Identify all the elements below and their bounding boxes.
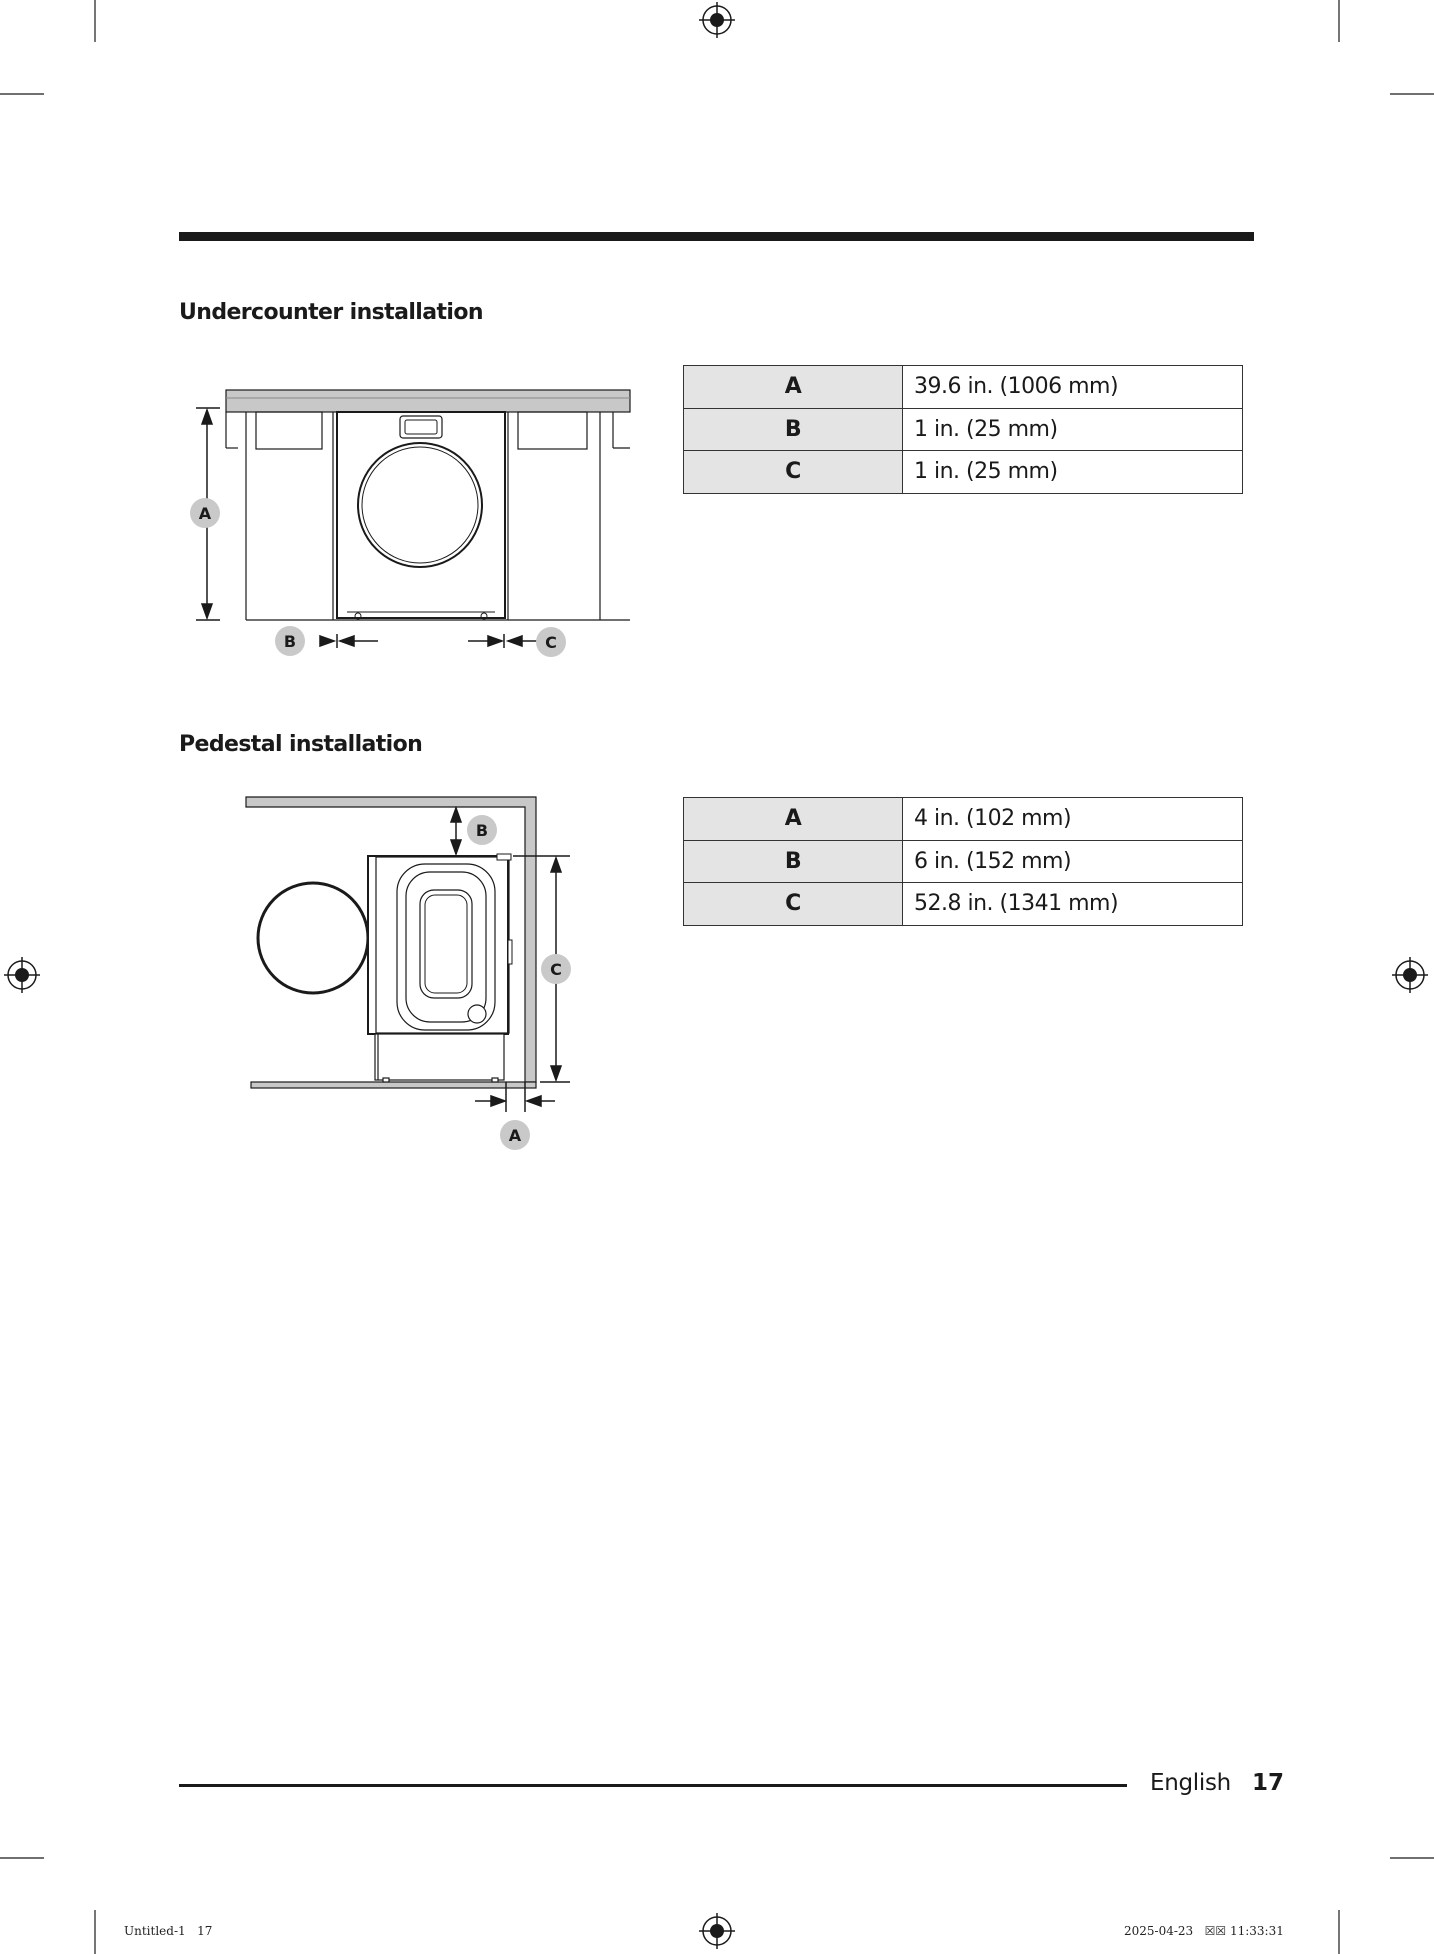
registration-mark-top	[697, 0, 737, 40]
section-top-rule	[179, 232, 1254, 241]
table-row	[684, 840, 1243, 883]
row-value: 1 in. (25 mm)	[903, 451, 1243, 494]
row-value: 39.6 in. (1006 mm)	[903, 366, 1243, 409]
row-value: 52.8 in. (1341 mm)	[903, 883, 1243, 926]
pedestal-heading: Pedestal installation	[179, 732, 423, 757]
registration-mark-left	[2, 955, 42, 995]
table-row	[684, 408, 1243, 451]
row-value: 1 in. (25 mm)	[903, 408, 1243, 451]
undercounter-clearance-table	[683, 365, 1243, 494]
callout-a: A	[198, 504, 212, 523]
footer-rule	[179, 1784, 1127, 1787]
table-row	[684, 366, 1243, 409]
dryer-side	[368, 854, 512, 1034]
undercounter-heading: Undercounter installation	[179, 300, 483, 325]
undercounter-diagram	[180, 380, 640, 670]
dimension-b	[320, 634, 378, 648]
dimension-b	[451, 808, 461, 854]
pedestal-clearance-table	[683, 797, 1243, 926]
dimension-c	[468, 634, 540, 648]
table-row	[684, 798, 1243, 841]
open-door	[258, 883, 368, 993]
table-row	[684, 451, 1243, 494]
dryer-front	[337, 412, 505, 619]
pedestal-diagram	[250, 790, 620, 1160]
print-slug-left: Untitled-1 17	[124, 1924, 213, 1938]
callout-c: C	[545, 633, 557, 652]
callout-b: B	[283, 632, 297, 651]
row-label: A	[684, 366, 903, 409]
row-label: C	[684, 451, 903, 494]
callout-c: C	[550, 960, 562, 979]
row-value: 6 in. (152 mm)	[903, 840, 1243, 883]
print-slug-right: 2025-04-23 ☒☒ 11:33:31	[1124, 1924, 1284, 1938]
registration-mark-right	[1390, 955, 1430, 995]
callout-b: B	[475, 821, 489, 840]
countertop	[226, 390, 630, 412]
row-label: B	[684, 840, 903, 883]
registration-mark-bottom	[697, 1911, 737, 1951]
footer-language: English	[1150, 1770, 1231, 1796]
callout-a: A	[508, 1126, 522, 1145]
table-row	[684, 883, 1243, 926]
row-label: A	[684, 798, 903, 841]
pedestal-base	[375, 1034, 504, 1082]
row-label: B	[684, 408, 903, 451]
row-value: 4 in. (102 mm)	[903, 798, 1243, 841]
row-label: C	[684, 883, 903, 926]
page-number: 17	[1252, 1770, 1285, 1796]
